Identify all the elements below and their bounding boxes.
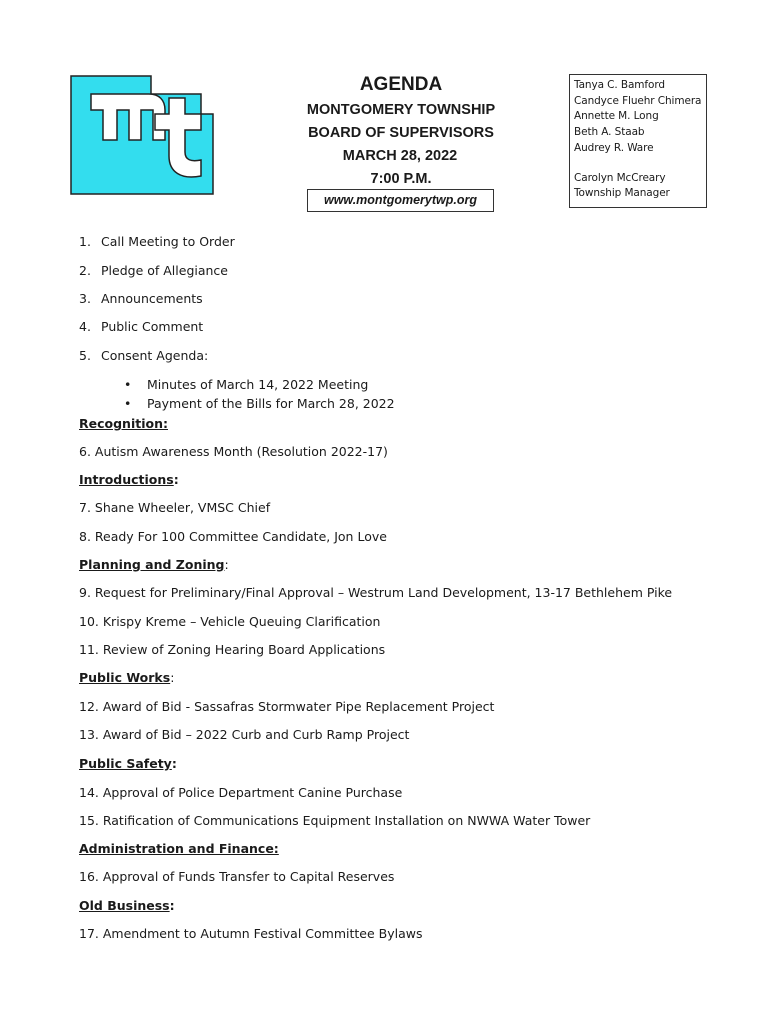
consent-bullet: • Payment of the Bills for March 28, 2022 — [124, 396, 395, 411]
board-member: Audrey R. Ware — [574, 141, 654, 154]
township-name: MONTGOMERY TOWNSHIP — [306, 102, 496, 118]
agenda-title: AGENDA — [359, 74, 443, 95]
agenda-item: 17. Amendment to Autumn Festival Committee Bylaws — [79, 926, 423, 941]
agenda-item: 2. Pledge of Allegiance — [79, 263, 228, 278]
section-heading-planning: Planning and Zoning: — [79, 557, 229, 572]
agenda-item: 5. Consent Agenda: — [79, 348, 209, 363]
section-heading-recognition: Recognition: — [79, 416, 168, 431]
agenda-item: 1. Call Meeting to Order — [79, 234, 235, 249]
section-heading-public-works: Public Works: — [79, 670, 175, 685]
board-members-box — [569, 74, 707, 208]
website-link[interactable]: www.montgomerytwp.org — [307, 189, 494, 212]
township-logo — [69, 74, 215, 196]
section-heading-old-business: Old Business: — [79, 898, 175, 913]
meeting-date: MARCH 28, 2022 — [342, 148, 458, 164]
agenda-header — [270, 72, 532, 191]
section-heading-public-safety: Public Safety: — [79, 756, 177, 771]
agenda-item: 7. Shane Wheeler, VMSC Chief — [79, 500, 271, 515]
agenda-item: 13. Award of Bid – 2022 Curb and Curb Ramp Project — [79, 727, 410, 742]
manager-name: Carolyn McCreary — [574, 171, 666, 184]
manager-title: Township Manager — [574, 187, 670, 200]
board-name: BOARD OF SUPERVISORS — [308, 125, 494, 141]
agenda-item: 9. Request for Preliminary/Final Approval – Westrum Land Development, 13-17 Bethlehem Pike — [79, 585, 673, 600]
agenda-item: 10. Krispy Kreme – Vehicle Queuing Clarification — [79, 614, 381, 629]
agenda-item: 16. Approval of Funds Transfer to Capital Reserves — [79, 869, 395, 884]
board-member: Tanya C. Bamford — [574, 79, 665, 91]
consent-bullet: • Minutes of March 14, 2022 Meeting — [124, 377, 369, 392]
agenda-item: 8. Ready For 100 Committee Candidate, Jon Love — [79, 529, 387, 544]
agenda-item: 12. Award of Bid - Sassafras Stormwater Pipe Replacement Project — [79, 699, 495, 714]
section-heading-introductions: Introductions: — [79, 472, 179, 487]
agenda-item: 6. Autism Awareness Month (Resolution 2022-17) — [79, 444, 388, 459]
board-member: Annette M. Long — [574, 110, 659, 123]
agenda-item: 4. Public Comment — [79, 319, 204, 334]
board-member: Beth A. Staab — [574, 126, 645, 139]
agenda-item: 15. Ratification of Communications Equipment Installation on NWWA Water Tower — [79, 813, 591, 828]
board-member: Candyce Fluehr Chimera — [574, 94, 702, 107]
agenda-item: 3. Announcements — [79, 291, 203, 306]
agenda-item: 11. Review of Zoning Hearing Board Applications — [79, 642, 386, 657]
section-heading-administration: Administration and Finance: — [79, 841, 279, 856]
meeting-time: 7:00 P.M. — [370, 171, 432, 187]
agenda-item: 14. Approval of Police Department Canine Purchase — [79, 785, 403, 800]
